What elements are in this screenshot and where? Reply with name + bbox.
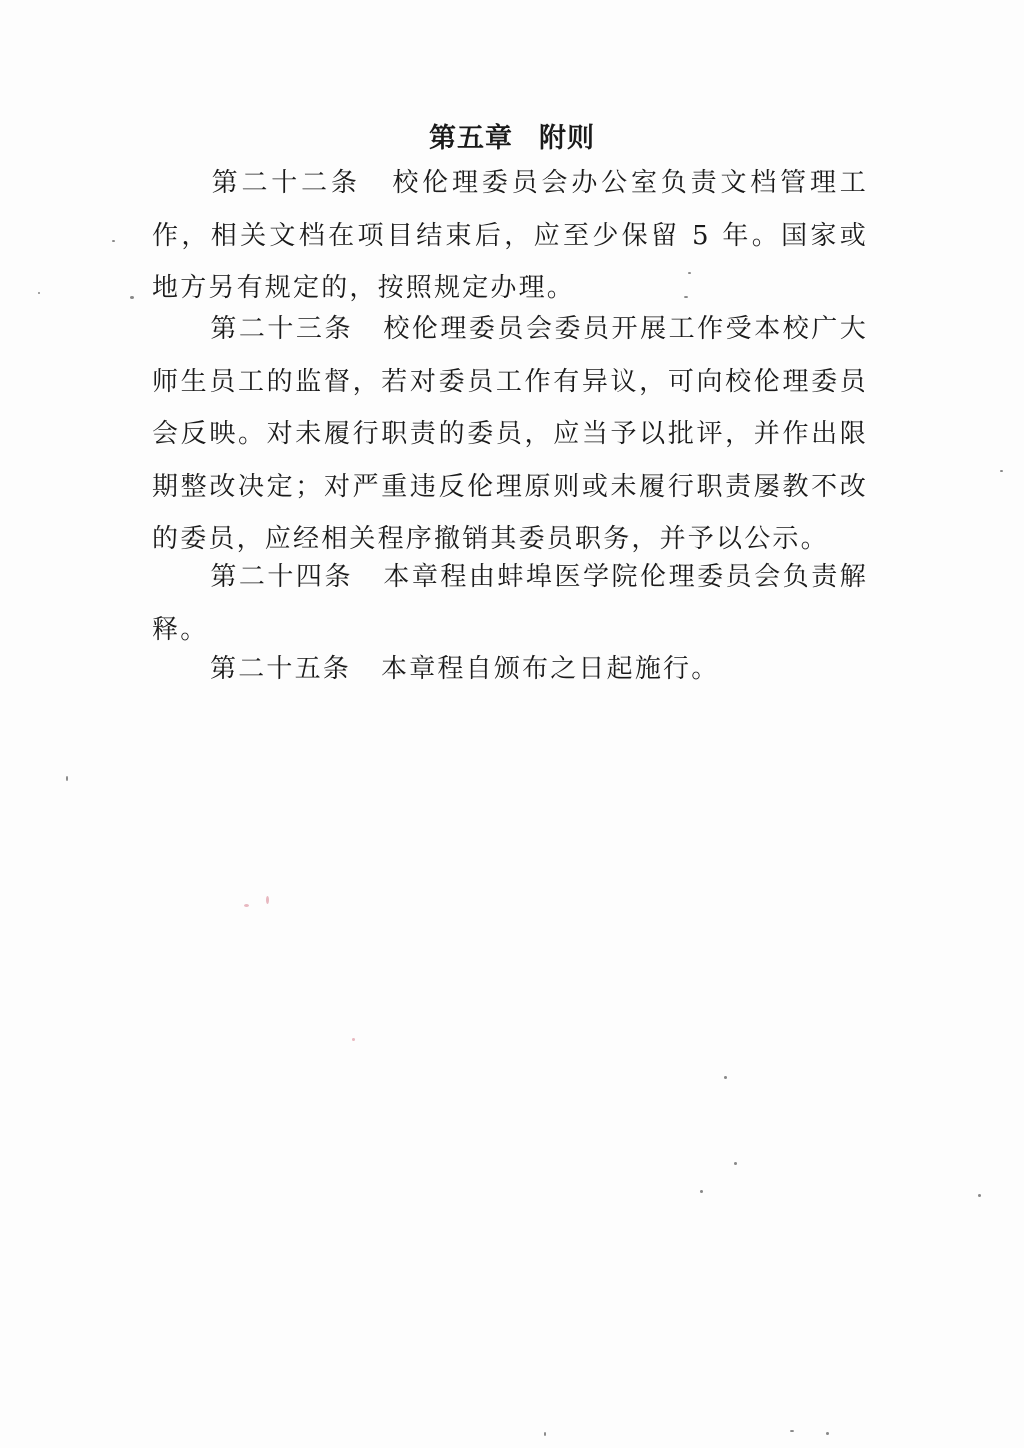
scan-speck [112, 240, 115, 242]
article-22 [152, 157, 868, 315]
scan-speck [130, 296, 134, 299]
article-text: 本章程由蚌埠医学院伦理委员会负责解释。 [152, 562, 868, 645]
scan-speck [978, 1194, 981, 1197]
scan-speck [1000, 470, 1003, 472]
scan-speck [790, 1430, 794, 1432]
chapter-number: 第五章 [429, 123, 513, 154]
scan-speck [244, 904, 249, 907]
scan-speck [266, 896, 269, 904]
article-text: 校伦理委员会办公室负责文档管理工作，相关文档在项目结束后，应至少保留 5 年。国家或地方另有规定的，按照规定办理。 [152, 168, 868, 303]
chapter-heading [0, 116, 1024, 155]
scan-speck [700, 1190, 703, 1193]
scan-speck [826, 1432, 829, 1435]
scan-speck [38, 292, 40, 294]
article-23 [152, 303, 868, 566]
article-label: 第二十五条 [210, 654, 352, 684]
scan-speck [544, 1432, 546, 1436]
article-label: 第二十三条 [210, 314, 353, 344]
article-text: 本章程自颁布之日起施行。 [381, 654, 720, 684]
scan-speck [734, 1162, 737, 1165]
article-text: 校伦理委员会委员开展工作受本校广大师生员工的监督，若对委员工作有异议，可向校伦理委员会反映。对未履行职责的委员，应当予以批评，并作出限期整改决定；对严重违反伦理原则或未履行职责屡教不改的委员，应经相关程序撤销其委员职务，并予以公示。 [152, 314, 868, 554]
article-25 [152, 643, 868, 696]
article-label: 第二十四条 [210, 562, 353, 592]
scan-speck [352, 1038, 355, 1041]
chapter-title-text: 附则 [539, 123, 595, 154]
scan-speck [724, 1076, 727, 1079]
scan-speck [684, 296, 688, 298]
article-label: 第二十二条 [210, 168, 361, 198]
article-24 [152, 551, 868, 656]
scan-speck [688, 272, 691, 274]
scan-speck [66, 776, 68, 781]
